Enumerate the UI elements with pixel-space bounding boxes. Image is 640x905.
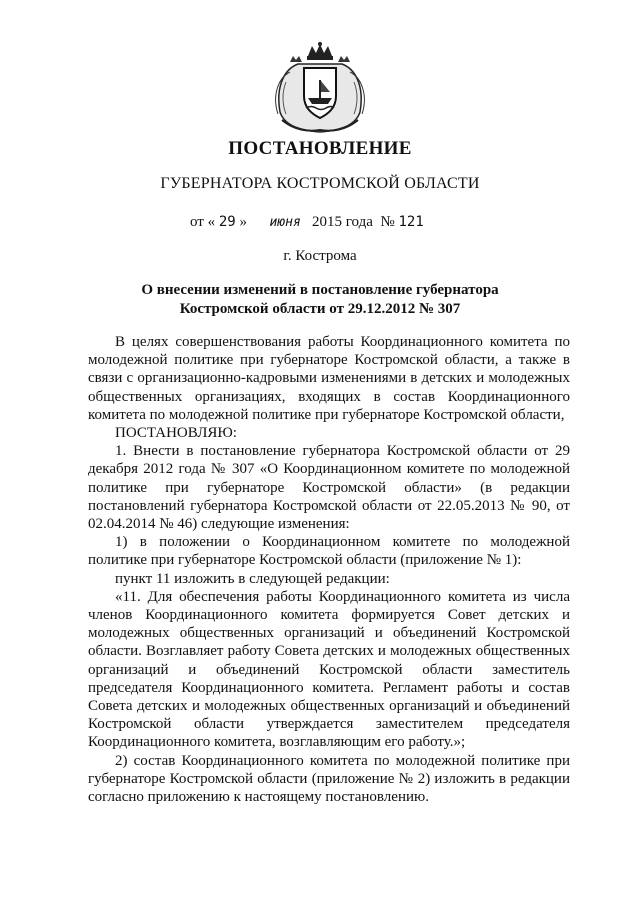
heading-line-1: О внесении изменений в постановление губернатора (141, 282, 499, 298)
date-prefix: от « (190, 214, 216, 230)
coat-of-arms-emblem (268, 42, 372, 136)
city-line: г. Кострома (283, 248, 357, 264)
document-number: 121 (398, 214, 424, 230)
document-heading (0, 281, 640, 319)
date-month: июня (269, 215, 301, 230)
date-close-quote: » (239, 214, 247, 230)
body-paragraph-1: В целях совершенствования работы Координационного комитета по молодежной политике при губернаторе Костромской области, а также в связи с организационно-кадровыми изменениями в детских и молодежных общественных организациях, входящих в состав Координационного комитета по молодежной политике при губернаторе Костромской области, (88, 334, 570, 423)
body-paragraph-4: 1) в положении о Координационном комитете по молодежной политике при губернаторе Костромской области (приложение № 1): (88, 534, 570, 569)
heading-line-2: Костромской области от 29.12.2012 № 307 (179, 301, 461, 317)
body-paragraph-6: «11. Для обеспечения работы Координационного комитета из числа членов Координационного комитета формируется Совет детских и молодежных общественных организаций и объединений Костромской области. Возглавляет работу Совета детских и молодежных общественных организаций и объединений Костромской области заместитель председателя Координационного комитета. Регламент работы и состав Совета детских и молодежных общественных организаций и объединений Костромской области утверждается заместителем председателя Координационного комитета, возглавляющим его работу.»; (88, 588, 570, 751)
date-year: 2015 года (312, 214, 373, 230)
date-day: 29 (218, 214, 236, 230)
number-sign: № (380, 214, 395, 230)
body-paragraph-3: 1. Внести в постановление губернатора Костромской области от 29 декабря 2012 года № 307 «О Координационном комитете по молодежной политике при губернаторе Костромской области» (в редакции постановлений губернатора Костромской области от 22.05.2013 № 90, от 02.04.2014 № 46) следующие изменения: (88, 443, 570, 533)
body-paragraph-2: ПОСТАНОВЛЯЮ: (115, 425, 237, 442)
body-paragraph-7: 2) состав Координационного комитета по молодежной политике при губернаторе Костромской области (приложение № 2) изложить в редакции согласно приложению к настоящему постановлению. (88, 752, 570, 806)
document-title: ПОСТАНОВЛЕНИЕ (228, 138, 412, 159)
body-paragraph-5: пункт 11 изложить в следующей редакции: (115, 570, 390, 587)
issuer-subtitle: ГУБЕРНАТОРА КОСТРОМСКОЙ ОБЛАСТИ (160, 175, 480, 192)
document-body (88, 333, 570, 806)
document-date-line (190, 214, 424, 231)
